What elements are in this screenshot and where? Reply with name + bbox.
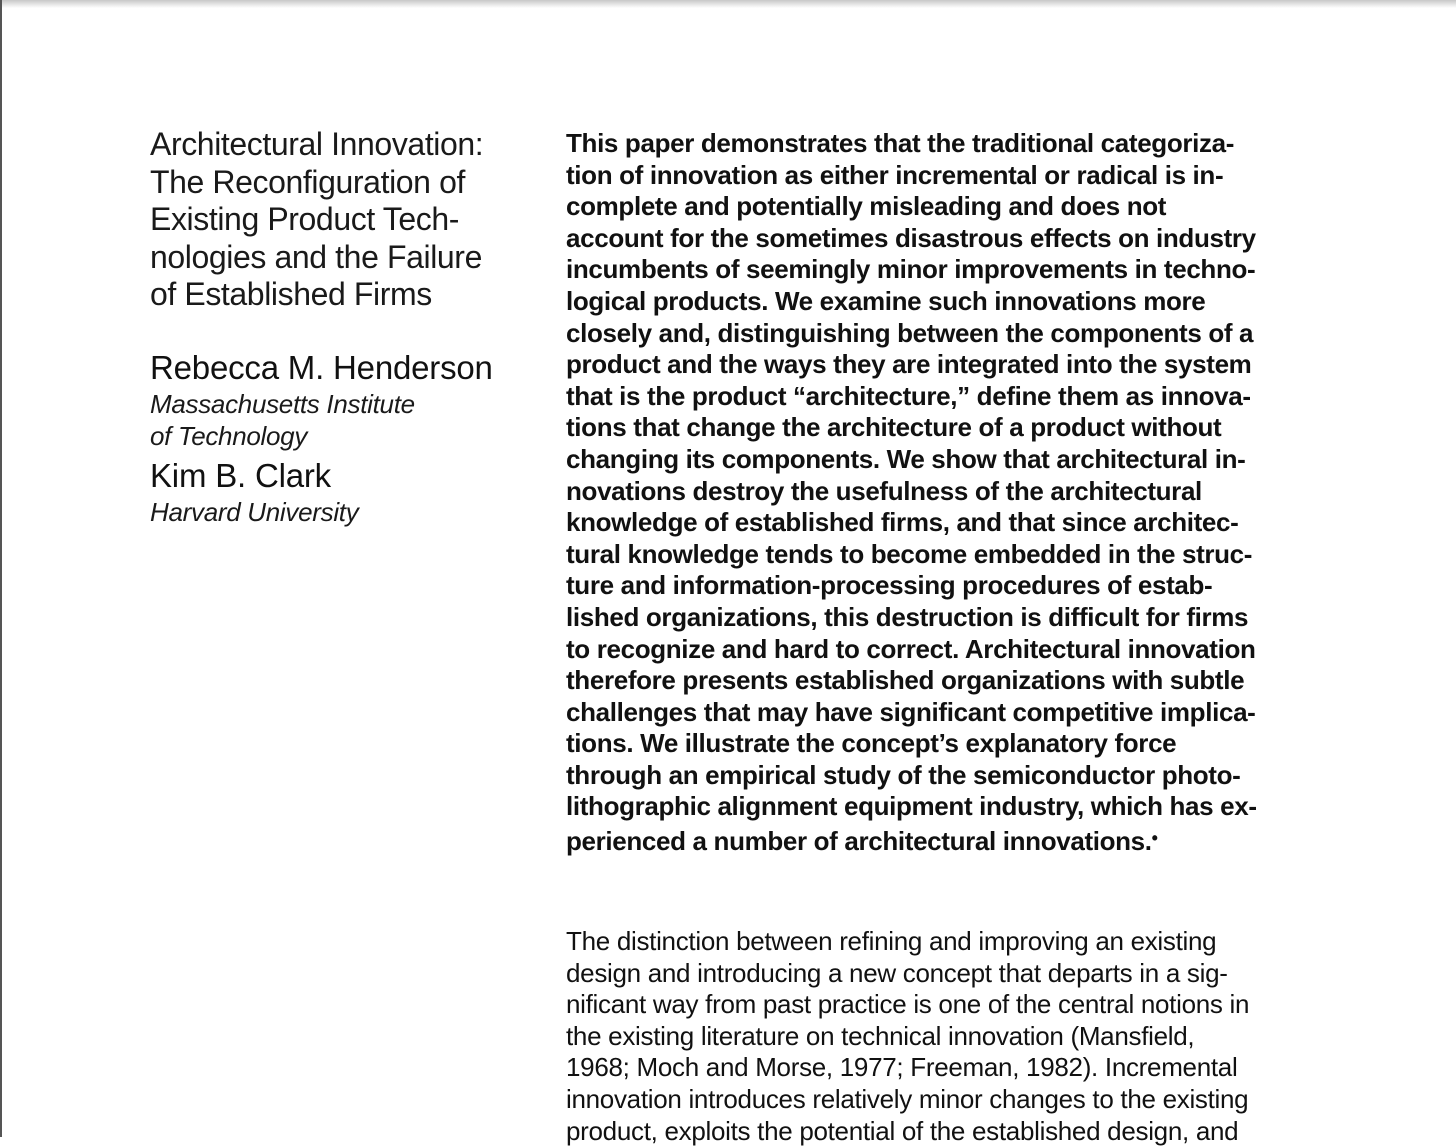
abstract-line: ture and information-processing procedures of estab-: [566, 570, 1213, 601]
title-line: nologies and the Failure: [150, 238, 482, 275]
abstract-line: tion of innovation as either incremental or radical is in-: [566, 159, 1224, 190]
affiliation-line: of Technology: [150, 420, 308, 451]
abstract-line: tions that change the architecture of a product without: [566, 412, 1222, 443]
abstract-line: that is the product “architecture,” define them as innova-: [566, 380, 1251, 411]
body-line: the existing literature on technical innovation (Mansfield,: [566, 1020, 1195, 1051]
abstract-line: account for the sometimes disastrous effects on industry: [566, 222, 1256, 253]
abstract-line: changing its components. We show that architectural in-: [566, 443, 1246, 474]
intro-paragraph: [566, 926, 1446, 1147]
abstract-last-line: [566, 823, 1446, 858]
paper-title: [150, 126, 550, 314]
abstract-line: logical products. We examine such innovations more: [566, 285, 1206, 316]
author-block: [150, 348, 550, 452]
abstract-line: incumbents of seemingly minor improvements in techno-: [566, 254, 1256, 285]
body-line: 1968; Moch and Morse, 1977; Freeman, 1982). Incremental: [566, 1052, 1238, 1083]
body-line: design and introducing a new concept that departs in a sig-: [566, 957, 1228, 988]
body-line: nificant way from past practice is one of the central notions in: [566, 989, 1250, 1020]
title-line: Existing Product Tech-: [150, 201, 459, 237]
abstract-line: This paper demonstrates that the traditional categoriza-: [566, 128, 1235, 158]
page-left-border: [0, 0, 2, 1137]
abstract-line: complete and potentially misleading and does not: [566, 191, 1167, 222]
abstract-line: lished organizations, this destruction is difficult for firms: [566, 601, 1249, 632]
abstract-line: tural knowledge tends to become embedded in the struc-: [566, 538, 1253, 569]
abstract-line: novations destroy the usefulness of the architectural: [566, 475, 1202, 506]
title-line: Architectural Innovation:: [150, 126, 484, 162]
body-line: The distinction between refining and improving an existing: [566, 926, 1217, 956]
abstract: [566, 128, 1446, 858]
body-line: product, exploits the potential of the established design, and: [566, 1115, 1239, 1146]
affiliation-line: Massachusetts Institute: [150, 388, 415, 419]
body-line: innovation introduces relatively minor changes to the existing: [566, 1083, 1249, 1114]
abstract-line: lithographic alignment equipment industry, which has ex-: [566, 791, 1257, 822]
abstract-line: knowledge of established firms, and that since architec-: [566, 507, 1239, 538]
abstract-line: challenges that may have significant competitive implica-: [566, 696, 1256, 727]
abstract-line: product and the ways they are integrated into the system: [566, 349, 1252, 380]
author-affiliation: [150, 496, 550, 528]
author-name: Rebecca M. Henderson: [150, 348, 493, 386]
affiliation-line: Harvard University: [150, 496, 359, 527]
abstract-line: closely and, distinguishing between the components of a: [566, 317, 1254, 348]
author-name: Kim B. Clark: [150, 456, 331, 494]
abstract-line: tions. We illustrate the concept’s explanatory force: [566, 728, 1177, 759]
author-list: [150, 348, 550, 528]
abstract-end-bullet: •: [1151, 828, 1158, 849]
abstract-line: therefore presents established organizations with subtle: [566, 665, 1245, 696]
author-block: [150, 456, 550, 528]
title-line: of Established Firms: [150, 276, 432, 312]
abstract-line: through an empirical study of the semiconductor photo-: [566, 759, 1241, 790]
author-affiliation: [150, 388, 550, 452]
title-author-column: [150, 126, 550, 528]
abstract-line: perienced a number of architectural innovations.: [566, 826, 1152, 857]
abstract-line: to recognize and hard to correct. Architectural innovation: [566, 633, 1256, 664]
page-top-shadow: [0, 0, 1456, 8]
title-line: The Reconfiguration of: [150, 163, 465, 200]
